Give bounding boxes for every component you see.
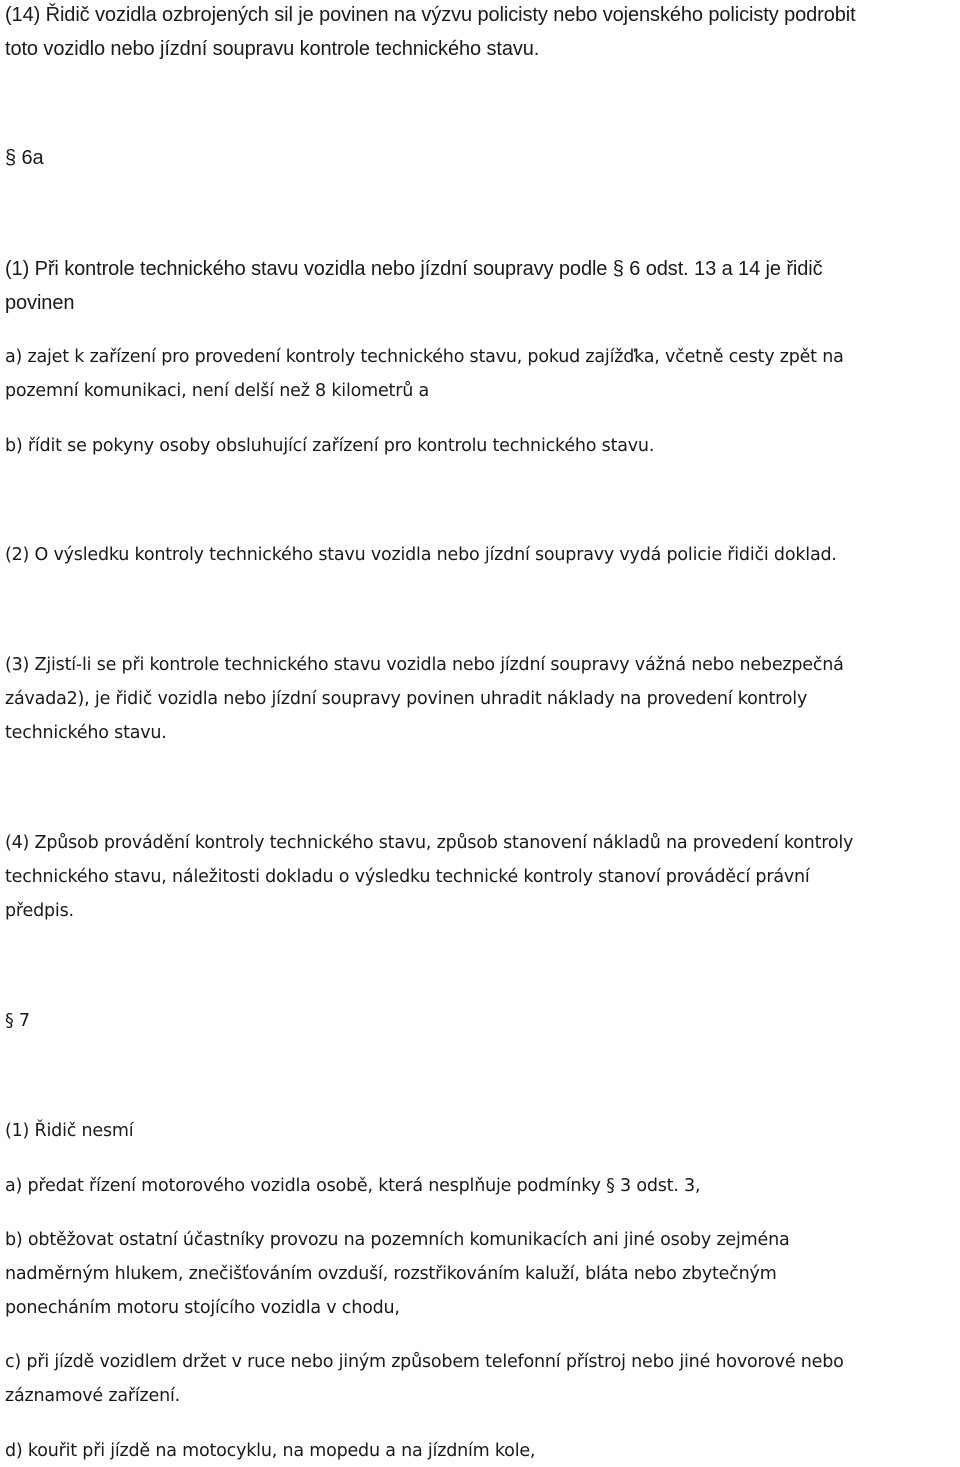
text-line: (1) Řidič nesmí <box>5 1121 134 1141</box>
text-line: a) zajet k zařízení pro provedení kontroly technického stavu, pokud zajížďka, včetně cesty zpět na <box>5 347 844 367</box>
text-line: nadměrným hlukem, znečišťováním ovzduší, rozstřikováním kaluží, bláta nebo zbytečným <box>5 1264 777 1284</box>
text-line: (3) Zjistí-li se při kontrole technického stavu vozidla nebo jízdní soupravy vážná nebo nebezpečná <box>5 655 844 675</box>
text-line: b) obtěžovat ostatní účastníky provozu na pozemních komunikacích ani jiné osoby zejména <box>5 1230 790 1250</box>
text-line: technického stavu, náležitosti dokladu o výsledku technické kontroly stanoví prováděcí právní <box>5 867 810 887</box>
text-line: d) kouřit při jízdě na motocyklu, na mopedu a na jízdním kole, <box>5 1441 536 1461</box>
text-line: pozemní komunikaci, není delší než 8 kilometrů a <box>5 381 429 401</box>
section-heading: § 6a <box>5 147 44 169</box>
text-line: závada2), je řidič vozidla nebo jízdní soupravy povinen uhradit náklady na provedení kontroly <box>5 689 808 709</box>
text-line: (1) Při kontrole technického stavu vozidla nebo jízdní soupravy podle § 6 odst. 13 a 14 je řidič <box>5 258 823 280</box>
text-line: (4) Způsob provádění kontroly technického stavu, způsob stanovení nákladů na provedení kontroly <box>5 833 854 853</box>
text-line: c) při jízdě vozidlem držet v ruce nebo jiným způsobem telefonní přístroj nebo jiné hovorové nebo <box>5 1352 844 1372</box>
text-line: povinen <box>5 292 75 314</box>
text-line: b) řídit se pokyny osoby obsluhující zařízení pro kontrolu technického stavu. <box>5 436 655 456</box>
text-line: toto vozidlo nebo jízdní soupravu kontrole technického stavu. <box>5 38 540 60</box>
text-line: a) předat řízení motorového vozidla osobě, která nesplňuje podmínky § 3 odst. 3, <box>5 1176 701 1196</box>
text-line: (2) O výsledku kontroly technického stavu vozidla nebo jízdní soupravy vydá policie řidiči doklad. <box>5 545 837 565</box>
text-line: ponecháním motoru stojícího vozidla v chodu, <box>5 1298 400 1318</box>
text-line: technického stavu. <box>5 723 167 743</box>
text-line: záznamové zařízení. <box>5 1386 180 1406</box>
text-line: předpis. <box>5 901 74 921</box>
section-heading: § 7 <box>5 1011 30 1031</box>
text-line: (14) Řidič vozidla ozbrojených sil je povinen na výzvu policisty nebo vojenského policisty podrobit <box>5 4 856 26</box>
